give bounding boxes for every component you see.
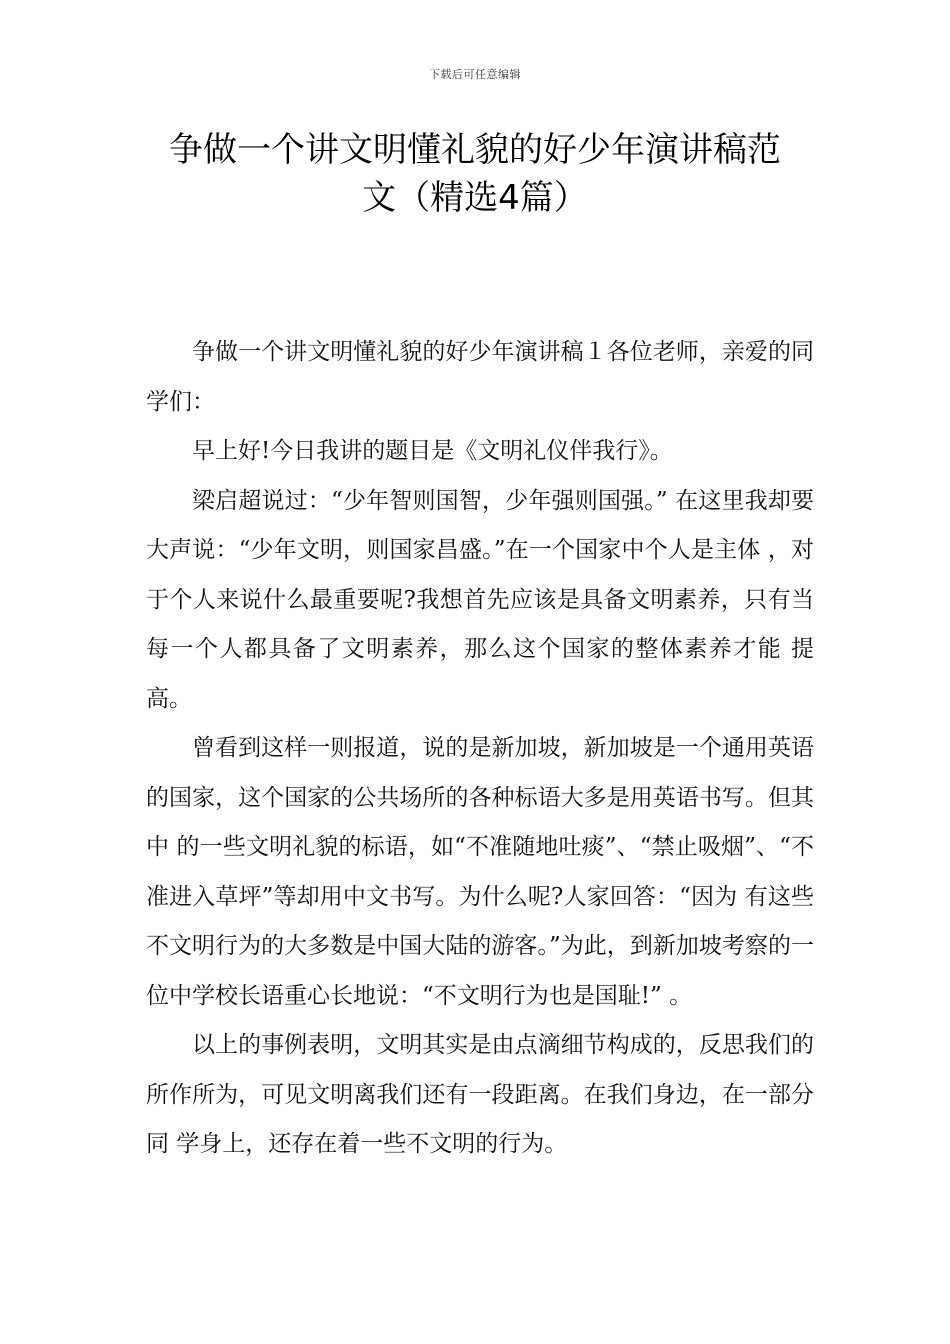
paragraph-4: 曾看到这样一则报道，说的是新加坡，新加坡是一个通用英语的国家，这个国家的公共场所的各种标语大多是用英语书写。但其中 的一些文明礼貌的标语，如“不准随地吐痰”、“禁止吸烟”、“不准进入草坪”等却用中文书写。为什么呢?人家回答：“因为 有这些不文明行为的大多数是中国大陆的游客。”为此，到新加坡考察的一位中学校长语重心长地说：“不文明行为也是国耻!” 。 bbox=[146, 735, 814, 1009]
document-body bbox=[146, 328, 814, 1170]
title-line-1: 争做一个讲文明懂礼貌的好少年演讲稿范 bbox=[169, 130, 781, 170]
title-line-2: 文（精选4篇） bbox=[362, 178, 588, 218]
paragraph-1: 争做一个讲文明懂礼貌的好少年演讲稿１各位老师，亲爱的同学们： bbox=[146, 339, 814, 415]
document-title bbox=[150, 126, 800, 222]
paragraph-3: 梁启超说过：“少年智则国智，少年强则国强。” 在这里我却要大声说：“少年文明，则国家昌盛。”在一个国家中个人是主体 ，对于个人来说什么最重要呢?我想首先应该是具备文明素养，只有当每一个人都具备了文明素养，那么这个国家的整体素养才能 提高。 bbox=[146, 487, 814, 712]
header-note: 下载后可任意编辑 bbox=[429, 68, 521, 81]
paragraph-2: 早上好!今日我讲的题目是《文明礼仪伴我行》。 bbox=[192, 438, 673, 464]
paragraph-5: 以上的事例表明，文明其实是由点滴细节构成的，反思我们的所作所为，可见文明离我们还有一段距离。在我们身边，在一部分同 学身上，还存在着一些不文明的行为。 bbox=[146, 1032, 814, 1157]
